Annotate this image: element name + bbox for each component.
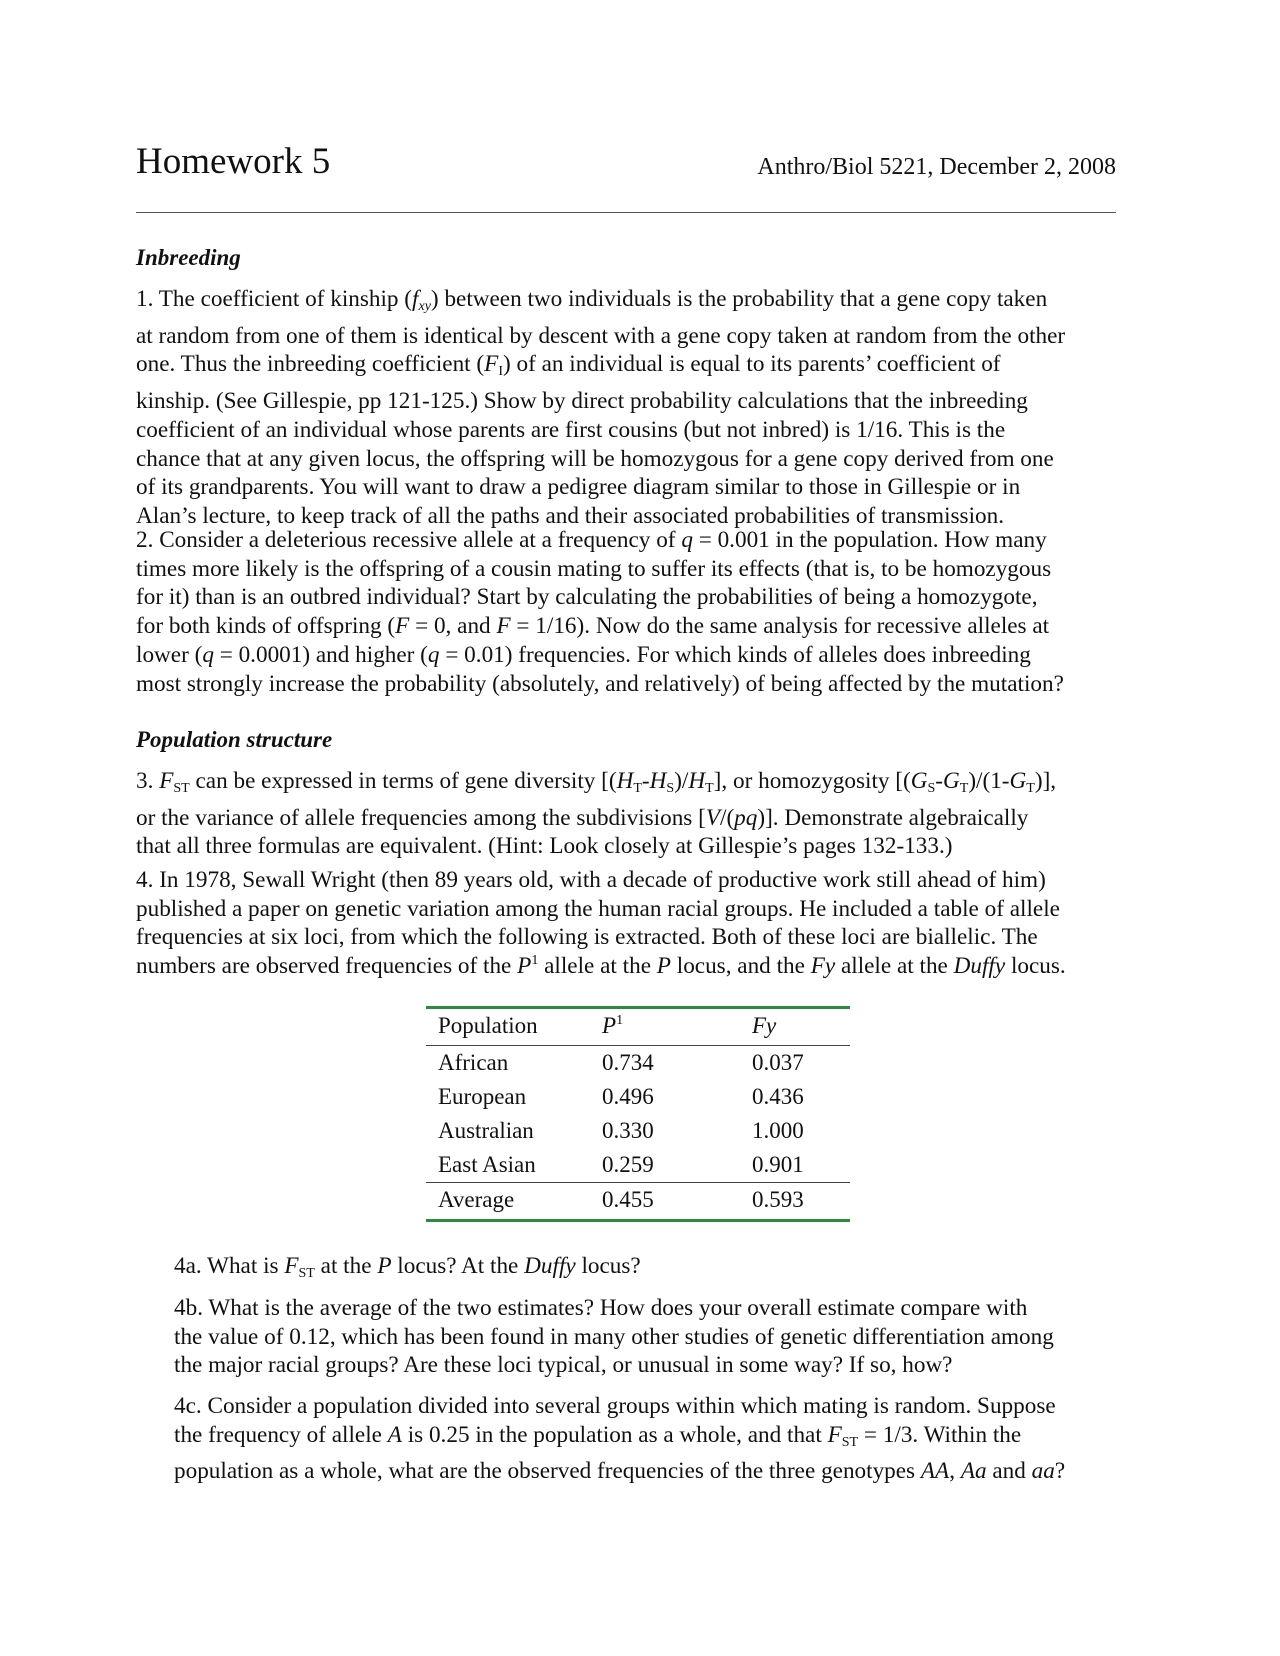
page-header: [136, 140, 1116, 200]
q4c-line: population as a whole, what are the observed frequencies of the three genotypes AA, Aa and aa?: [174, 1458, 1066, 1485]
q4-line: numbers are observed frequencies of the $P^1$ allele at the P locus, and the Fy allele at the Duffy locus.: [136, 953, 1066, 980]
table-cell: Average: [426, 1183, 590, 1221]
section-heading-population-structure: Population structure: [136, 727, 333, 752]
q4b-line: 4b. What is the average of the two estimates? How does your overall estimate compare with: [174, 1295, 1028, 1321]
question-2: [136, 526, 1146, 698]
q2-line: for it) than is an outbred individual? Start by calculating the probabilities of being a homozygote,: [136, 584, 1038, 611]
q1-line: 1. The coefficient of kinship $(f_{xy})$ between two individuals is the probability that a gene copy taken: [136, 286, 1048, 314]
table-cell: 0.593: [740, 1183, 850, 1221]
table-cell: 0.496: [602, 1084, 654, 1109]
table-cell: 0.734: [602, 1050, 654, 1075]
table-cell: East Asian: [438, 1152, 536, 1177]
table-row: [426, 1114, 850, 1148]
q1-line: at random from one of them is identical by descent with a gene copy taken at random from the other: [136, 322, 1066, 349]
table-cell: European: [438, 1084, 527, 1109]
table-row: [426, 1046, 850, 1081]
q4-line: frequencies at six loci, from which the following is extracted. Both of these loci are biallelic. The: [136, 924, 1038, 951]
question-4a: [174, 1252, 1146, 1289]
question-4b: [174, 1294, 1146, 1380]
course-and-date: Anthro/Biol 5221, December 2, 2008: [757, 154, 1116, 180]
q4c-line: 4c. Consider a population divided into several groups within which mating is random. Suppose: [174, 1393, 1056, 1419]
q1-line: of its grandparents. You will want to draw a pedigree diagram similar to those in Gillespie or in: [136, 474, 1021, 501]
question-4c: [174, 1392, 1146, 1486]
table-cell: 0.901: [752, 1152, 804, 1177]
q4b-line: the major racial groups? Are these loci typical, or unusual in some way? If so, how?: [174, 1352, 953, 1379]
q2-line: lower (q = 0.0001) and higher (q = 0.01) frequencies. For which kinds of alleles does inbreeding: [136, 641, 1031, 668]
section-heading-inbreeding: Inbreeding: [136, 245, 241, 270]
q1-line: one. Thus the inbreeding coefficient $(F_I)$ of an individual is equal to its parents’ coefficient of: [136, 351, 1001, 380]
table-cell: 1.000: [752, 1118, 804, 1143]
q4c-line: the frequency of allele A is 0.25 in the population as a whole, and that $F_{ST} = 1/3$. Within the: [174, 1421, 1022, 1450]
q1-line: Alan’s lecture, to keep track of all the paths and their associated probabilities of transmission.: [136, 502, 1004, 529]
q2-line: for both kinds of offspring (F = 0, and F = 1/16). Now do the same analysis for recessive alleles at: [136, 613, 1050, 640]
q2-line: times more likely is the offspring of a cousin mating to suffer its effects (that is, to be homozygous: [136, 555, 1052, 582]
q4b-line: the value of 0.12, which has been found in many other studies of genetic differentiation among: [174, 1323, 1054, 1350]
table-cell: African: [438, 1050, 509, 1075]
table-cell: 0.436: [752, 1084, 804, 1109]
column-header-population: Population: [426, 1008, 590, 1046]
q3-line: that all three formulas are equivalent. (Hint: Look closely at Gillespie’s pages 132-133.): [136, 833, 953, 860]
column-header-p1: $P^1$: [590, 1008, 740, 1046]
table-average-row: [426, 1183, 850, 1221]
table-cell: Australian: [438, 1118, 534, 1143]
q1-line: coefficient of an individual whose parents are first cousins (but not inbred) is 1/16. This is the: [136, 416, 1006, 443]
q4a-line: 4a. What is $F_{ST}$ at the P locus? At the Duffy locus?: [174, 1253, 641, 1281]
q1-line: kinship. (See Gillespie, pp 121-125.) Show by direct probability calculations that the inbreeding: [136, 388, 1028, 415]
table-cell: 0.455: [590, 1183, 740, 1221]
q3-line: 3. $F_{ST}$ can be expressed in terms of gene diversity $[(H_T-H_S)/H_T]$, or homozygosity $[(G_S-G_T)/(1-G_T)]$,: [136, 768, 1057, 796]
q4-line: 4. In 1978, Sewall Wright (then 89 years old, with a decade of productive work still ahead of him): [136, 867, 1046, 893]
table-cell: 0.330: [602, 1118, 654, 1143]
q2-line: 2. Consider a deleterious recessive allele at a frequency of q = 0.001 in the population. How many: [136, 527, 1047, 553]
header-divider: [136, 212, 1116, 213]
question-4: [136, 866, 1146, 981]
table-cell: 0.259: [602, 1152, 654, 1177]
allele-frequency-table: [426, 1006, 850, 1222]
q3-line: or the variance of allele frequencies among the subdivisions [V/(pq)]. Demonstrate algebraically: [136, 804, 1029, 831]
table-row: [426, 1148, 850, 1183]
table-header-row: [426, 1008, 850, 1046]
table-row: [426, 1080, 850, 1114]
table-cell: 0.037: [752, 1050, 804, 1075]
page-title: Homework 5: [136, 141, 331, 182]
question-3: [136, 767, 1146, 861]
column-header-fy: Fy: [740, 1008, 850, 1046]
q2-line: most strongly increase the probability (absolutely, and relatively) of being affected by the mutation?: [136, 670, 1064, 697]
q1-line: chance that at any given locus, the offspring will be homozygous for a gene copy derived from one: [136, 445, 1054, 472]
question-1: [136, 285, 1146, 531]
q4-line: published a paper on genetic variation among the human racial groups. He included a table of allele: [136, 895, 1060, 922]
